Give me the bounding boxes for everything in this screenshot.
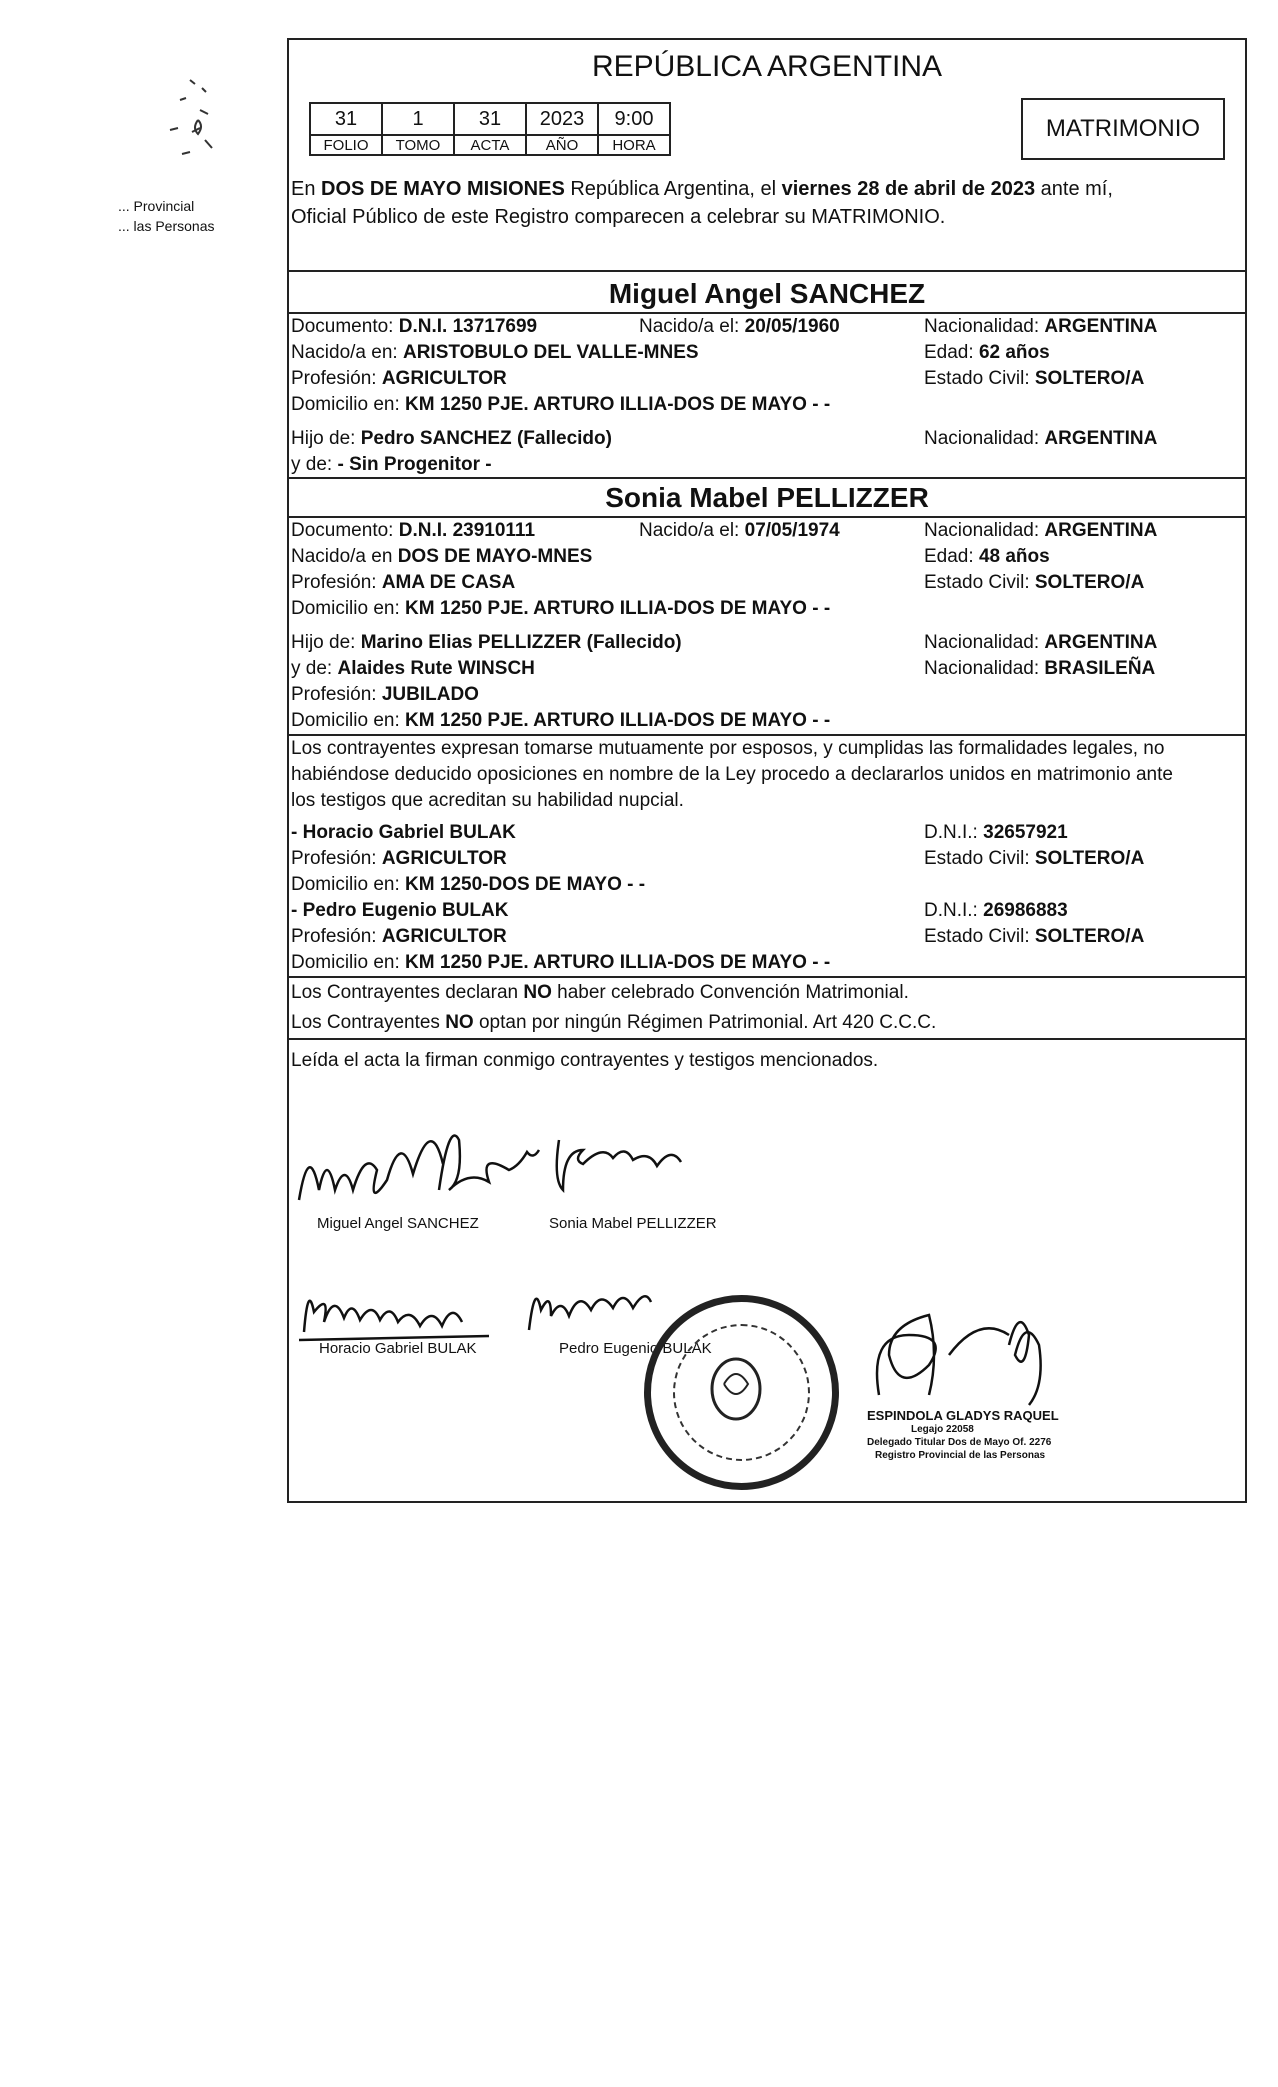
- groom-document: Documento: D.N.I. 13717699: [291, 316, 538, 337]
- bride-document: Documento: D.N.I. 23910111: [291, 520, 536, 541]
- declaration-line-3: los testigos que acreditan su habilidad nupcial.: [291, 790, 684, 811]
- groom-nationality: Nacionalidad: ARGENTINA: [924, 316, 1158, 337]
- tomo-value: 1: [382, 103, 454, 135]
- divider: [289, 976, 1245, 978]
- bride-father-nationality: Nacionalidad: ARGENTINA: [924, 632, 1158, 653]
- divider: [289, 1038, 1245, 1040]
- coat-of-arms-icon: [706, 1354, 766, 1424]
- certificate-type-box: MATRIMONIO: [1021, 98, 1225, 160]
- witness-1-dni: D.N.I.: 32657921: [924, 822, 1068, 843]
- anio-label: AÑO: [526, 135, 598, 155]
- official-legajo: Legajo 22058: [911, 1424, 974, 1435]
- witness-2-address: Domicilio en: KM 1250 PJE. ARTURO ILLIA-DOS DE MAYO - -: [291, 952, 831, 973]
- groom-birthdate: Nacido/a el: 20/05/1960: [639, 316, 840, 337]
- divider: [289, 270, 1245, 272]
- bride-nationality: Nacionalidad: ARGENTINA: [924, 520, 1158, 541]
- groom-signature-label: Miguel Angel SANCHEZ: [317, 1215, 479, 1232]
- groom-father-nationality: Nacionalidad: ARGENTINA: [924, 428, 1158, 449]
- groom-age: Edad: 62 años: [924, 342, 1050, 363]
- page-title: REPÚBLICA ARGENTINA: [591, 50, 943, 83]
- witness-1-civil-status: Estado Civil: SOLTERO/A: [924, 848, 1145, 869]
- registry-logo-icon: [120, 70, 250, 180]
- hora-value: 9:00: [598, 103, 670, 135]
- registry-logo-text-2: ... las Personas: [118, 218, 215, 234]
- register-table: [309, 102, 671, 156]
- bride-address: Domicilio en: KM 1250 PJE. ARTURO ILLIA-DOS DE MAYO - -: [291, 598, 831, 619]
- bride-profession: Profesión: AMA DE CASA: [291, 572, 516, 593]
- declaration-line-1: Los contrayentes expresan tomarse mutuamente por esposos, y cumplidas las formalidades legales, no: [291, 738, 1165, 759]
- hora-label: HORA: [598, 135, 670, 155]
- groom-father: Hijo de: Pedro SANCHEZ (Fallecido): [291, 428, 612, 449]
- witness-1-address: Domicilio en: KM 1250-DOS DE MAYO - -: [291, 874, 646, 895]
- bride-parent-profession: Profesión: JUBILADO: [291, 684, 479, 705]
- convention-line-2: Los Contrayentes NO optan por ningún Régimen Patrimonial. Art 420 C.C.C.: [291, 1012, 937, 1033]
- official-signature: [859, 1285, 1089, 1415]
- bride-father: Hijo de: Marino Elias PELLIZZER (Fallecido): [291, 632, 682, 653]
- groom-address: Domicilio en: KM 1250 PJE. ARTURO ILLIA-DOS DE MAYO - -: [291, 394, 831, 415]
- divider: [289, 734, 1245, 736]
- groom-name: Miguel Angel SANCHEZ: [608, 278, 926, 309]
- divider: [289, 477, 1245, 479]
- official-name: ESPINDOLA GLADYS RAQUEL: [867, 1408, 1059, 1423]
- witness-2-dni: D.N.I.: 26986883: [924, 900, 1068, 921]
- intro-line-1: En DOS DE MAYO MISIONES República Argentina, el viernes 28 de abril de 2023 ante mí,: [291, 178, 1113, 200]
- bride-age: Edad: 48 años: [924, 546, 1050, 567]
- anio-value: 2023: [526, 103, 598, 135]
- official-title: Delegado Titular Dos de Mayo Of. 2276: [867, 1437, 1052, 1448]
- tomo-label: TOMO: [382, 135, 454, 155]
- witness-2-profession: Profesión: AGRICULTOR: [291, 926, 507, 947]
- bride-signature-label: Sonia Mabel PELLIZZER: [549, 1215, 717, 1232]
- divider: [289, 312, 1245, 314]
- groom-birthplace: Nacido/a en: ARISTOBULO DEL VALLE-MNES: [291, 342, 699, 363]
- witness-2-signature-label: Pedro Eugenio BULAK: [559, 1340, 712, 1357]
- bride-mother: y de: Alaides Rute WINSCH: [291, 658, 535, 679]
- closing-text: Leída el acta la firman conmigo contrayentes y testigos mencionados.: [291, 1050, 879, 1071]
- marriage-certificate: [287, 38, 1247, 1503]
- acta-value: 31: [454, 103, 526, 135]
- witness-1-signature-label: Horacio Gabriel BULAK: [319, 1340, 477, 1357]
- bride-name: Sonia Mabel PELLIZZER: [605, 482, 929, 513]
- intro-line-2: Oficial Público de este Registro comparecen a celebrar su MATRIMONIO.: [291, 206, 946, 228]
- convention-line-1: Los Contrayentes declaran NO haber celebrado Convención Matrimonial.: [291, 982, 909, 1003]
- witness-1-profession: Profesión: AGRICULTOR: [291, 848, 507, 869]
- folio-value: 31: [310, 103, 382, 135]
- registry-logo: [120, 70, 250, 180]
- declaration-line-2: habiéndose deducido oposiciones en nombre de la Ley procedo a declararlos unidos en matrimonio ante: [291, 764, 1173, 785]
- bride-birthplace: Nacido/a en DOS DE MAYO-MNES: [291, 546, 593, 567]
- groom-bride-signatures: [289, 1100, 809, 1230]
- bride-civil-status: Estado Civil: SOLTERO/A: [924, 572, 1145, 593]
- witness-2-name: - Pedro Eugenio BULAK: [291, 900, 509, 921]
- official-seal: [644, 1295, 839, 1490]
- groom-mother: y de: - Sin Progenitor -: [291, 454, 492, 475]
- bride-mother-nationality: Nacionalidad: BRASILEÑA: [924, 658, 1156, 679]
- folio-label: FOLIO: [310, 135, 382, 155]
- bride-parent-address: Domicilio en: KM 1250 PJE. ARTURO ILLIA-DOS DE MAYO - -: [291, 710, 831, 731]
- divider: [289, 516, 1245, 518]
- groom-civil-status: Estado Civil: SOLTERO/A: [924, 368, 1145, 389]
- witness-1-name: - Horacio Gabriel BULAK: [291, 822, 516, 843]
- registry-logo-text-1: ... Provincial: [118, 198, 195, 214]
- bride-birthdate: Nacido/a el: 07/05/1974: [639, 520, 840, 541]
- official-office: Registro Provincial de las Personas: [875, 1450, 1046, 1461]
- witness-2-civil-status: Estado Civil: SOLTERO/A: [924, 926, 1145, 947]
- groom-profession: Profesión: AGRICULTOR: [291, 368, 507, 389]
- acta-label: ACTA: [454, 135, 526, 155]
